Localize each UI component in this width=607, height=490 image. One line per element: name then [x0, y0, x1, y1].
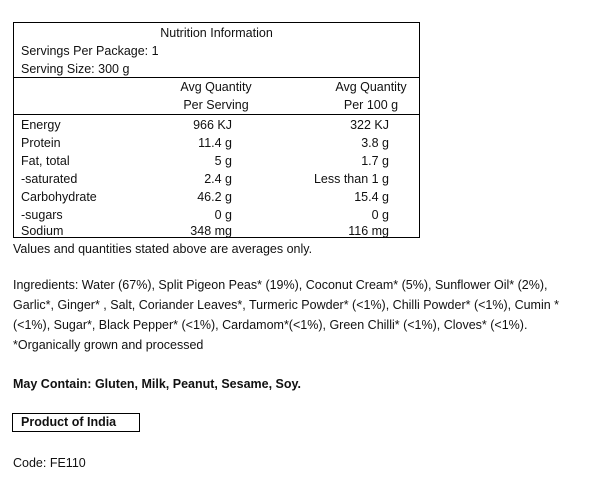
row-label-carbohydrate: Carbohydrate: [21, 190, 97, 204]
ingredients-line-1: Ingredients: Water (67%), Split Pigeon Peas* (19%), Coconut Cream* (5%), Sunflower Oil* (2%),: [13, 278, 548, 292]
row-label-saturated: -saturated: [21, 172, 78, 186]
column-header-per-serving-line2: Per Serving: [183, 98, 249, 112]
table-title: Nutrition Information: [160, 26, 273, 40]
row-label-energy: Energy: [21, 118, 61, 132]
allergen-statement: May Contain: Gluten, Milk, Peanut, Sesame, Soy.: [13, 377, 302, 391]
country-of-origin: Product of India: [21, 415, 117, 429]
row-sugars-per-100g: 0 g: [371, 208, 389, 222]
row-fat-total-per-100g: 1.7 g: [361, 154, 389, 168]
row-energy-per-100g: 322 KJ: [350, 118, 389, 132]
product-code: Code: FE110: [13, 456, 86, 470]
row-saturated-per-serving: 2.4 g: [204, 172, 232, 186]
column-header-per-100g-line1: Avg Quantity: [335, 80, 407, 94]
serving-size: Serving Size: 300 g: [21, 62, 130, 76]
row-label-fat-total: Fat, total: [21, 154, 70, 168]
row-saturated-per-100g: Less than 1 g: [313, 172, 389, 186]
ingredients-line-3: (<1%), Sugar*, Black Pepper* (<1%), Cardamom*(<1%), Green Chilli* (<1%), Cloves* (<1%).: [13, 318, 528, 332]
organic-note: *Organically grown and processed: [13, 338, 204, 352]
row-sugars-per-serving: 0 g: [214, 208, 232, 222]
row-protein-per-serving: 11.4 g: [198, 136, 232, 150]
ingredients-line-2: Garlic*, Ginger* , Salt, Coriander Leaves*, Turmeric Powder* (<1%), Chilli Powder* (<1%), Cumin *: [13, 298, 560, 312]
row-label-sodium: Sodium: [21, 224, 64, 238]
row-carbohydrate-per-100g: 15.4 g: [354, 190, 389, 204]
column-header-divider: [14, 114, 419, 115]
row-energy-per-serving: 966 KJ: [193, 118, 232, 132]
row-label-sugars: -sugars: [21, 208, 63, 222]
country-of-origin-box: [12, 413, 140, 432]
row-carbohydrate-per-serving: 46.2 g: [197, 190, 232, 204]
row-fat-total-per-serving: 5 g: [214, 154, 232, 168]
averages-note: Values and quantities stated above are averages only.: [13, 242, 313, 256]
column-header-per-serving-line1: Avg Quantity: [180, 80, 252, 94]
nutrition-information-table: [13, 22, 420, 238]
column-header-per-100g-line2: Per 100 g: [343, 98, 399, 112]
servings-per-package: Servings Per Package: 1: [21, 44, 159, 58]
row-protein-per-100g: 3.8 g: [361, 136, 389, 150]
row-sodium-per-100g: 116 mg: [348, 224, 389, 238]
row-label-protein: Protein: [21, 136, 61, 150]
row-sodium-per-serving: 348 mg: [190, 224, 232, 238]
